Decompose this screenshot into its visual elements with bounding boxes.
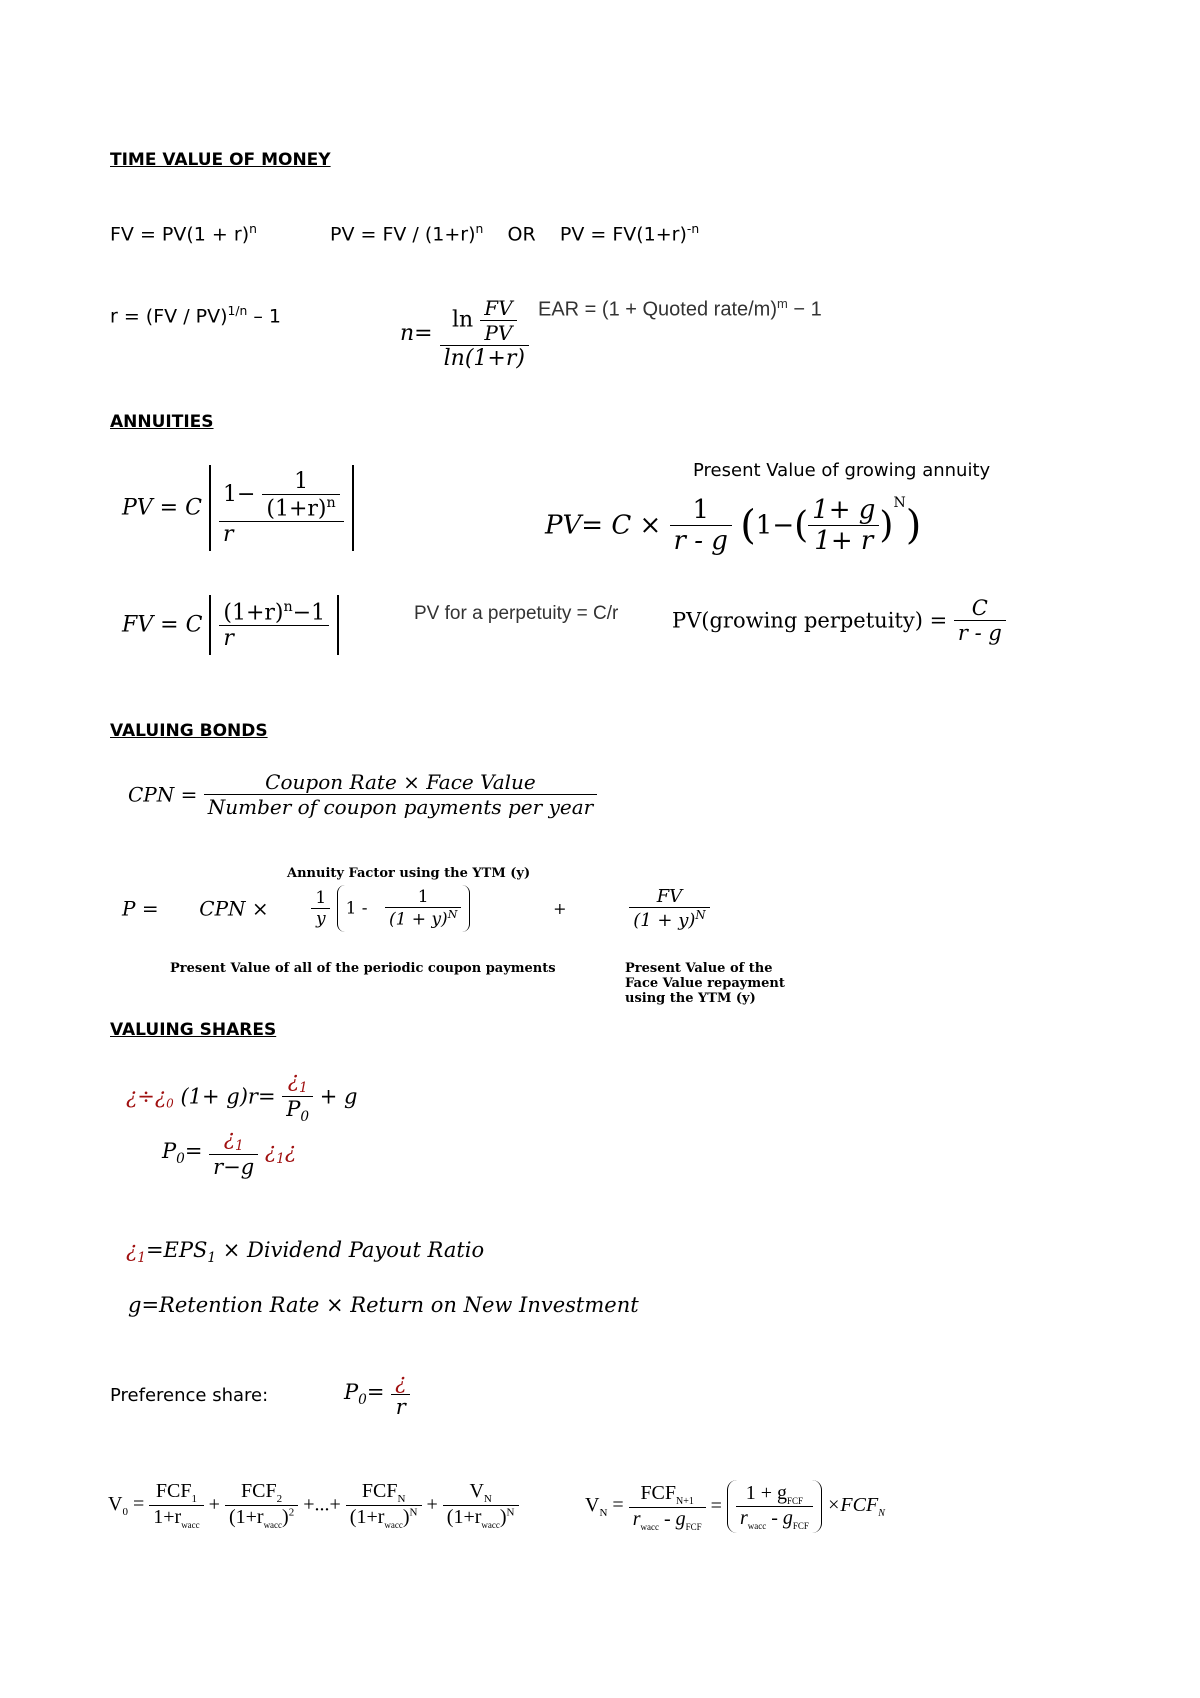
ln-denominator: ln(1+r) — [440, 345, 529, 371]
heading-annuities: ANNUITIES — [110, 412, 214, 432]
pv-alt-exp: -n — [686, 222, 700, 236]
vn-fcf: FCF — [640, 1481, 677, 1504]
perpetuity-formula: PV for a perpetuity = C/r — [414, 603, 619, 624]
r-tail: – 1 — [247, 305, 282, 328]
p0-tail: ¿ — [284, 1138, 297, 1163]
n-label: n= — [400, 321, 433, 346]
formula-pv — [330, 222, 699, 245]
v0-term1: $\frac{FCF_1}{1+r_{wacc}}$ — [149, 1480, 203, 1530]
formula-p0: $P_0=$ $\frac{¿_1}{r-g}$ ¿$_1¿$ — [162, 1126, 297, 1180]
v0-term4: $\frac{V_N}{(1+r_{wacc})^N}$ — [443, 1480, 519, 1530]
pref-share-label: Preference share: — [110, 1385, 269, 1406]
growing-perp-num: C — [971, 596, 988, 620]
v0-fcf1: FCF — [155, 1480, 192, 1502]
vn-label: V — [585, 1494, 600, 1516]
formula-n — [400, 296, 529, 371]
annuity-one: 1 — [294, 469, 309, 494]
formula-annuity-pv — [122, 465, 354, 551]
bond-inner-one: 1 — [417, 887, 429, 907]
formula-g: g=Retention Rate × Return on New Investment — [128, 1293, 639, 1317]
annuity-pv-fraction — [219, 469, 344, 547]
or-text: OR — [507, 223, 536, 246]
annuity-inner-fraction — [262, 469, 339, 521]
formula-ear — [538, 296, 822, 322]
annuity-fv-r: r — [219, 625, 329, 651]
annuity-fv-bracket — [209, 595, 339, 655]
n-fraction — [440, 296, 529, 371]
annuity-factor-label: Annuity Factor using the YTM (y) — [287, 866, 531, 881]
label-pv-coupons: Present Value of all of the periodic coupon payments — [170, 961, 556, 976]
annuity-den: (1+r) — [266, 496, 327, 522]
formula-r — [110, 304, 281, 327]
growing-exp: N — [893, 495, 906, 511]
eq1-den: P — [286, 1097, 301, 1122]
growing-inner-paren-open: ( — [794, 505, 809, 546]
growing-paren-open: ( — [740, 502, 756, 549]
vn-times-fcf: ×FCF — [826, 1494, 879, 1516]
cpn-den: Number of coupon payments per year — [204, 794, 597, 819]
bond-one: 1 — [315, 887, 327, 908]
v0-label: V — [108, 1492, 123, 1515]
ear-eq: EAR = (1 + Quoted rate/m) — [538, 298, 777, 321]
vn-paren — [727, 1480, 822, 1533]
fv-exp: n — [249, 222, 257, 236]
formula-growing-annuity — [545, 495, 921, 556]
formula-bond-price — [122, 885, 710, 932]
bond-y: y — [311, 908, 330, 929]
eq1-tail: + g — [319, 1084, 358, 1109]
annuity-r: r — [219, 521, 344, 547]
bond-one-minus: 1 - — [345, 898, 368, 919]
heading-tvm: TIME VALUE OF MONEY — [110, 150, 331, 170]
pv-text: PV — [480, 320, 516, 345]
eq1-b: (1+ g)r= — [180, 1084, 276, 1109]
bond-fv-frac — [629, 886, 709, 931]
pv-exp: n — [475, 222, 484, 236]
growing-paren-close: ) — [905, 502, 922, 549]
bond-plus: + — [553, 898, 567, 918]
r-exp: 1/n — [227, 304, 248, 318]
growing-annuity-title: Present Value of growing annuity — [693, 460, 991, 481]
formula-fv — [110, 222, 257, 245]
cpn-num: Coupon Rate × Face Value — [265, 770, 536, 794]
formula-growing-perpetuity — [672, 596, 1006, 645]
v0-term2: $\frac{FCF_2}{(1+r_{wacc})^2}$ — [225, 1480, 298, 1530]
annuity-pv-bracket — [209, 465, 354, 551]
heading-shares: VALUING SHARES — [110, 1020, 277, 1040]
eq1-num: ¿ — [287, 1068, 299, 1092]
fv-text: FV — [484, 296, 513, 320]
div-tail: × Dividend Payout Ratio — [222, 1238, 485, 1262]
eq1-a: ¿÷¿ — [126, 1084, 167, 1109]
v0-fcfn: FCF — [361, 1480, 398, 1502]
annuity-fv-exp: n — [283, 599, 293, 615]
vn-one-plus-g: 1 + g — [745, 1482, 788, 1504]
ear-tail: − 1 — [787, 298, 822, 321]
bond-one-over-y — [311, 888, 330, 929]
pv-eq: PV = FV / (1+r) — [330, 223, 476, 246]
bond-fv-den: (1 + y) — [633, 909, 696, 931]
bond-cpn-times: CPN × — [199, 896, 269, 921]
v0-plus1: + — [208, 1493, 220, 1516]
pref-num: ¿ — [395, 1370, 407, 1394]
formula-pref-share: $P_0=$ $\frac{¿}{r}$ — [344, 1370, 410, 1419]
pv-face-line3: using the YTM (y) — [625, 991, 756, 1006]
formula-dividend-growth: ¿$\div¿_0$ (1+ g)r= $\frac{¿_1}{P_0}$ + g — [126, 1068, 358, 1126]
fv-eq: FV = PV(1 + r) — [110, 223, 250, 246]
growing-perp-den: r - g — [954, 620, 1006, 645]
annuity-fv-num: (1+r) — [223, 600, 284, 626]
growing-lhs: PV= C × — [545, 510, 662, 541]
formula-cpn — [128, 770, 597, 819]
growing-inner-paren-close: ) — [879, 505, 894, 546]
bond-p-label: P = — [122, 896, 159, 921]
bond-fv: FV — [656, 885, 683, 907]
annuity-pv-label: PV = C — [122, 495, 202, 521]
annuity-fv-label: FV = C — [122, 612, 203, 638]
fv-over-pv — [480, 296, 516, 345]
p0-den: r−g — [209, 1154, 258, 1179]
growing-perp-lhs: PV(growing perpetuity) = — [672, 608, 948, 633]
pref-den: r — [391, 1394, 410, 1419]
cpn-label: CPN = — [128, 782, 198, 807]
p0-frac: $\frac{¿_1}{r-g}$ — [209, 1126, 258, 1179]
p0-num: ¿ — [223, 1126, 235, 1150]
p0-label: P — [162, 1138, 177, 1163]
bond-inner-exp: N — [447, 908, 458, 921]
v0-plus2: + — [426, 1493, 438, 1516]
bond-inner-frac — [385, 887, 461, 930]
growing-perp-frac — [954, 596, 1006, 645]
bond-inner-den: (1 + y) — [388, 909, 448, 930]
formula-vn: $V_N$ = $\frac{FCF_{N+1}}{r_{wacc} - g_{FCF}}$ = $\frac{1 + g_{FCF}}{r_{wacc} - g_{FCF}}$ $\times FCF_N$ — [585, 1481, 885, 1532]
v0-dots: +...+ — [303, 1493, 341, 1516]
ear-exp: m — [777, 296, 788, 311]
annuity-den-exp: n — [326, 495, 336, 511]
formula-annuity-fv — [122, 595, 339, 655]
pref-frac — [391, 1370, 410, 1419]
cpn-frac — [204, 770, 597, 819]
growing-den: r - g — [670, 525, 732, 556]
annuity-one-minus: 1− — [222, 482, 256, 508]
pv-face-line2: Face Value repayment — [625, 976, 785, 991]
bond-paren — [337, 885, 471, 932]
annuity-fv-num-tail: −1 — [292, 600, 326, 626]
div-eq: =EPS — [145, 1238, 208, 1262]
v0-term3: $\frac{FCF_N}{(1+r_{wacc})^N}$ — [346, 1480, 422, 1530]
ln-label: ln — [452, 307, 474, 333]
growing-inner-den: 1+ r — [808, 525, 879, 556]
vn-inner-frac: $\frac{1 + g_{FCF}}{r_{wacc} - g_{FCF}}$ — [736, 1482, 813, 1531]
pv-face-line1: Present Value of the — [625, 961, 773, 976]
growing-frac — [670, 495, 732, 556]
growing-one-minus: 1− — [755, 510, 795, 541]
growing-inner-frac — [808, 495, 879, 556]
label-pv-face — [625, 961, 785, 1006]
vn-frac: $\frac{FCF_{N+1}}{r_{wacc} - g_{FCF}}$ — [629, 1482, 706, 1532]
growing-inner-num: 1+ g — [812, 495, 876, 525]
v0-fcf2: FCF — [241, 1480, 277, 1502]
annuity-fv-fraction — [219, 599, 329, 651]
pv-alt: PV = FV(1+r) — [559, 223, 687, 246]
heading-bonds: VALUING BONDS — [110, 721, 268, 741]
bond-fv-exp: N — [695, 907, 706, 922]
formula-dividend-eps: ¿$_1=EPS_1$ × Dividend Payout Ratio — [126, 1238, 485, 1267]
r-eq: r = (FV / PV) — [110, 305, 228, 328]
growing-one: 1 — [692, 495, 709, 525]
eq1-frac: $\frac{¿_1}{P_0}$ — [282, 1068, 313, 1125]
formula-v0: $V_0$ = $\frac{FCF_1}{1+r_{wacc}}$ + $\frac{FCF_2}{(1+r_{wacc})^2}$ +...+ $\frac{FCF_N}{(1+r_{wacc})^N}$ + $\frac{V_N}{(1+r_{wacc})^N}$ — [108, 1480, 519, 1530]
